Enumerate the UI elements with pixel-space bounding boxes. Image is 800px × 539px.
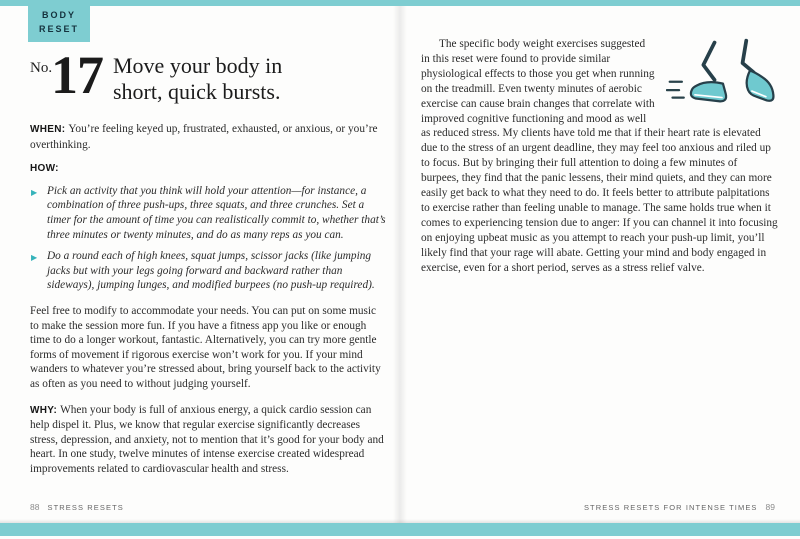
running-title-right: STRESS RESETS FOR INTENSE TIMES — [583, 503, 758, 512]
reset-number-block — [30, 45, 103, 105]
when-label: WHEN: — [30, 124, 66, 135]
running-title-left: STRESS RESETS — [47, 503, 124, 512]
left-page-footer — [30, 502, 124, 512]
why-label: WHY: — [30, 404, 58, 416]
how-label: HOW: — [30, 163, 59, 175]
body-reset-tab — [28, 0, 90, 42]
triangle-bullet-icon: ▶ — [31, 187, 38, 197]
bullet-text: Do a round each of high knees, squat jumps, scissor jacks (like jumping jacks but with your legs going forward and backward rather than sideways), jumping lunges, and modified burpees (no push-up required). — [47, 250, 375, 292]
right-page-footer — [584, 502, 775, 512]
right-page-body — [421, 37, 778, 276]
list-item — [30, 184, 387, 242]
when-text: You’re feeling keyed up, frustrated, exhausted, or anxious, or you’re overthinking. — [30, 123, 378, 151]
book-center-seam — [393, 6, 407, 523]
no-label: No. — [30, 60, 53, 76]
running-shoes-illustration — [666, 37, 778, 119]
right-page-text: The specific body weight exercises suggested in this reset were found to provide similar physiological effects to those you get when running on the treadmill. Even twenty minutes of aerobic exercise can cause brain changes that correlate with improved cognitive functioning and mood as well as reduced stress. My clients have told me that if their heart rate is elevated due to the stress of an urgent deadline, they may feel too anxious and riled up to focus. But by bringing their full attention to doing a few minutes of burpees, they find that the panic lessens, their mind quiets, and they can more easily get back to what they need to do. It feels better to attribute palpitations to exercise rather than feeling unable to manage. The same holds true when it comes to experiencing tension due to anger: If you can channel it into focusing on enjoying upbeat music as you attempt to reach your push-up limit, you’ll likely find that your rage will abate. Getting your mind and body engaged in exercise, even for a short period, serves as a stress relief valve. — [421, 38, 778, 274]
tab-line-1: BODY — [41, 10, 76, 20]
page-number-right: 89 — [765, 502, 775, 512]
how-bullet-list — [30, 184, 387, 293]
bullet-text: Pick an activity that you think will hold your attention—for instance, a combination of three push-ups, three squats, and three crunches. Set a timer for the amount of time you can realistically commit to, whether that’s three minutes or twenty minutes, and do as many reps as you can. — [47, 184, 386, 241]
bottom-teal-band — [0, 523, 800, 536]
modify-paragraph: Feel free to modify to accommodate your needs. You can put on some music to make the session more fun. If you have a fitness app you like or enough time to do a longer workout, fantastic. Alternatively, you can try more gentle forms of movement if rigorous exercise won’t work for you. If your mind wanders to whatever you’re stressed about, bring yourself back to the activity as often as you need to without judging yourself. — [30, 304, 381, 390]
triangle-bullet-icon: ▶ — [31, 253, 38, 263]
why-text: When your body is full of anxious energy, a quick cardio session can help dispel it. Plus, we know that regular exercise significantly decreases stress, depression, and anxiety, not to mention that it’s good for your body and heart. In one study, twelve minutes of intense exercise created widespread improvements related to cardiovascular health and stress. — [30, 403, 384, 475]
tab-line-2: RESET — [38, 23, 79, 34]
how-heading — [30, 161, 387, 177]
reset-title: Move your body in short, quick bursts. — [113, 53, 283, 105]
list-item — [30, 249, 387, 293]
reset-number: 17 — [51, 45, 103, 105]
page-number-left: 88 — [30, 502, 40, 512]
when-paragraph — [30, 122, 387, 152]
why-paragraph — [30, 403, 387, 477]
left-page-body — [30, 122, 387, 476]
